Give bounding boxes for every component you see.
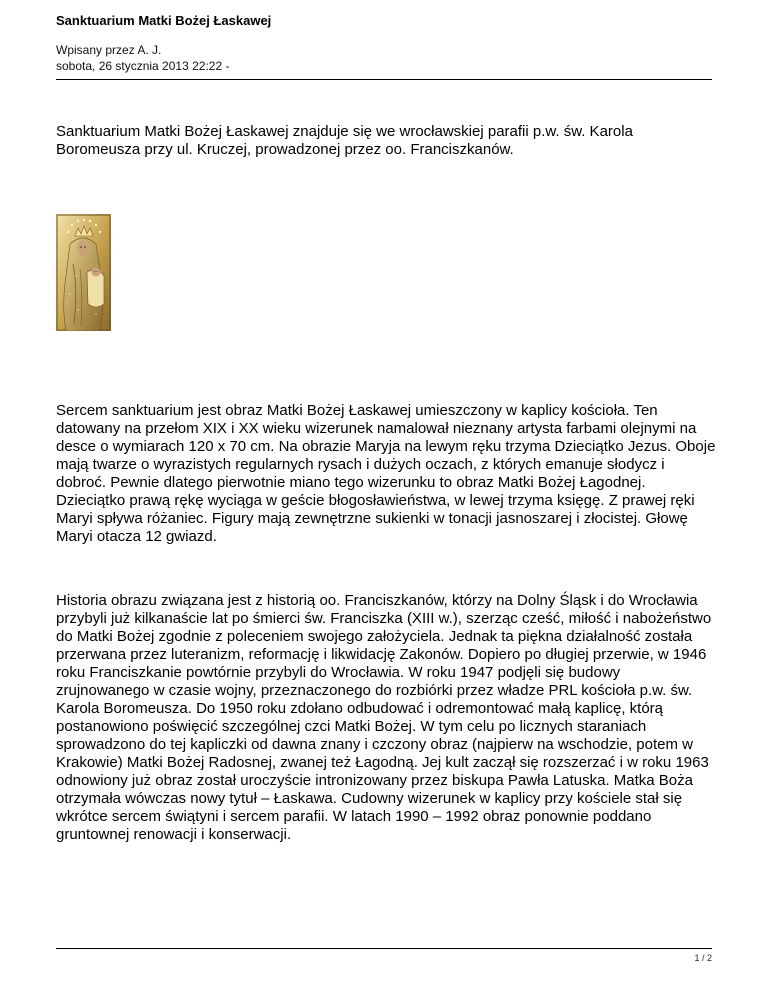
article-meta xyxy=(56,42,712,74)
header-divider xyxy=(56,79,712,80)
article-body xyxy=(56,123,716,844)
madonna-icon-image xyxy=(56,214,111,331)
author-line: Wpisany przez A. J. xyxy=(56,43,162,57)
page-number: 1 / 2 xyxy=(694,953,712,963)
mary-face xyxy=(77,241,89,256)
paragraph-image-description: Sercem sanktuarium jest obraz Matki Bożej Łaskawej umieszczony w kaplicy kościoła. Ten datowany na przełom XIX i XX wieku wizerunek namalował nieznany artysta farbami olejnymi na desce o wymiarach 120 x 70 cm. Na obrazie Maryja na lewym ręku trzyma Dzieciątko Jezus. Oboje mają twarze o wyrazistych regularnych rysach i dużych oczach, z których emanuje słodycz i dobroć. Pewnie dlatego pierwotnie miano tego wizerunku to obraz Matki Bożej Łagodnej. Dzieciątko prawą rękę wyciąga w geście błogosławieństwa, w lewej trzyma księgę. Z prawej ręki Maryi spływa różaniec. Figury mają zewnętrzne sukienki w tonacji jasnoszarej i złocistej. Głowę Maryi otacza 12 gwiazd. xyxy=(56,402,716,545)
paragraph-history: Historia obrazu związana jest z historią oo. Franciszkanów, którzy na Dolny Śląsk i do Wrocławia przybyli już kilkanaście lat po śmierci św. Franciszka (XIII w.), szerząc cześć, miłość i nabożeństwo do Matki Bożej zgodnie z poleceniem swojego założyciela. Jednak ta piękna działalność została przerwana przez luteranizm, reformację i likwidację Zakonów. Dopiero po długiej przerwie, w 1946 roku Franciszkanie powtórnie przybyli do Wrocławia. W roku 1947 podjęli się budowy zrujnowanego w czasie wojny, przeznaczonego do rozbiórki przez władze PRL kościoła p.w. św. Karola Boromeusza. Do 1950 roku zdołano odbudować i odremontować małą kaplicę, którą postanowiono poświęcić szczególnej czci Matki Bożej. W tym celu po licznych staraniach sprowadzono do tej kapliczki od dawna znany i czczony obraz (najpierw na wschodzie, potem w Krakowie) Matki Bożej Radosnej, zwanej też Łagodną. Jej kult zaczął się rozszerzać i w roku 1963 odnowiony już obraz został uroczyście intronizowany przez biskupa Pawła Latuska. Matka Boża otrzymała wówczas nowy tytuł – Łaskawa. Cudowny wizerunek w kaplicy przy kościele stał się wkrótce sercem świątyni i sercem parafii. W latach 1990 – 1992 obraz ponownie poddano gruntownej renowacji i konserwacji. xyxy=(56,592,712,843)
document-title: Sanktuarium Matki Bożej Łaskawej xyxy=(56,13,272,28)
footer-divider xyxy=(56,948,712,949)
date-line: sobota, 26 stycznia 2013 22:22 - xyxy=(56,59,230,73)
intro-paragraph: Sanktuarium Matki Bożej Łaskawej znajduje się we wrocławskiej parafii p.w. św. Karola Boromeusza przy ul. Kruczej, prowadzonej przez oo. Franciszkanów. xyxy=(56,123,633,158)
child-face xyxy=(92,268,101,277)
document-header xyxy=(56,12,712,74)
